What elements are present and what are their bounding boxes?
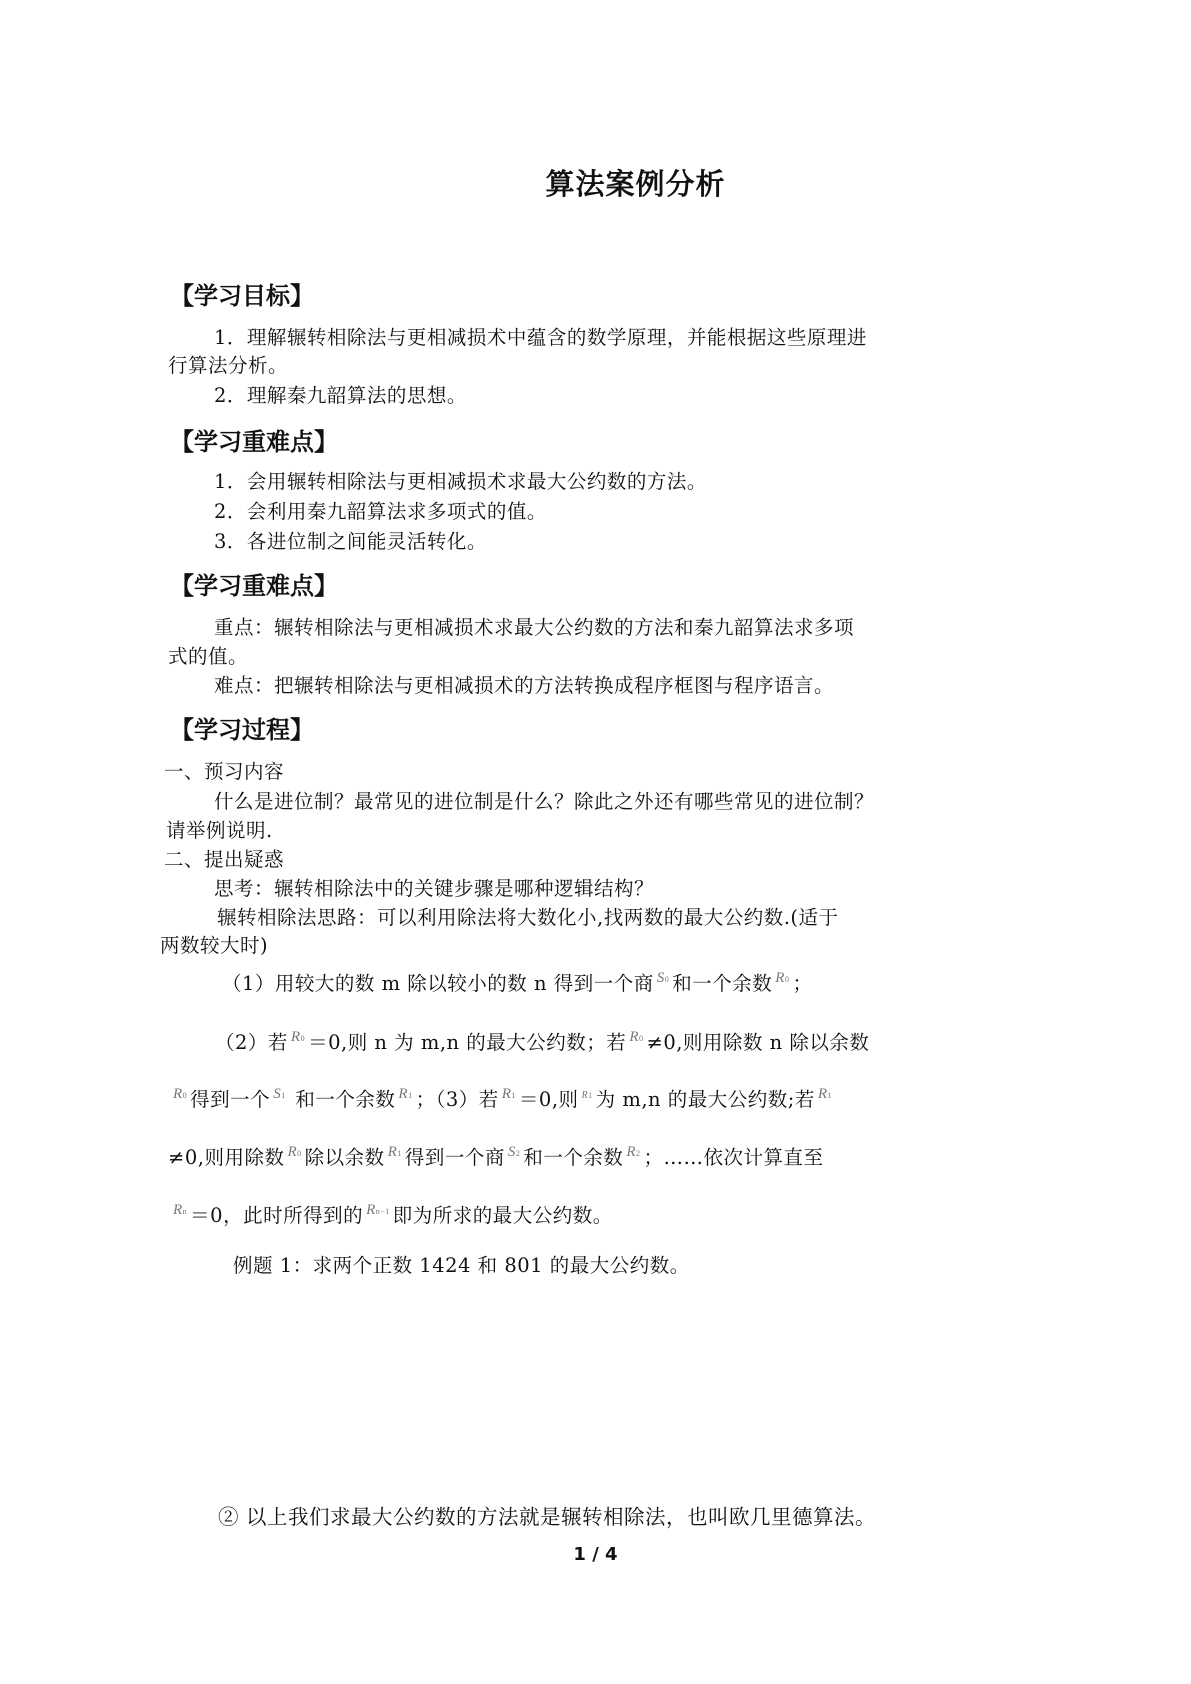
math-R0: R0	[173, 1086, 188, 1102]
key-point: 重点：辗转相除法与更相减损术求最大公约数的方法和秦九韶算法求多项	[214, 616, 855, 639]
math-R1: R1	[817, 1086, 833, 1102]
preview-question: 什么是进位制？最常见的进位制是什么？除此之外还有哪些常见的进位制？	[214, 790, 875, 813]
step-5-line: $^{Rn}$ ＝0，此时所得到的 $^{Rn-1}$ 即为所求的最大公约数。	[173, 1202, 613, 1227]
think-question: 思考：辗转相除法中的关键步骤是哪种逻辑结构？	[214, 877, 655, 900]
preview-question-cont: 请举例说明.	[166, 819, 273, 842]
difficulty-item-3: 3．各进位制之间能灵活转化。	[214, 530, 487, 553]
math-S0: S0	[656, 970, 670, 986]
preview-heading: 一、预习内容	[164, 760, 285, 783]
heading-learning-goals: 【学习目标】	[170, 282, 314, 310]
math-R1: R1	[398, 1086, 413, 1102]
step-1-line: （1）用较大的数 m 除以较小的数 n 得到一个商 $^{S0}$ 和一个余数 $^{R0}$ ；	[222, 970, 813, 995]
math-Rn: Rn	[173, 1202, 188, 1218]
step-2-line: （2）若 $^{R0}$ ＝0,则 n 为 m,n 的最大公约数；若 $^{R0}$ ≠0,则用除数 n 除以余数	[215, 1029, 870, 1054]
step-4-line: ≠0,则用除数 $^{R0}$ 除以余数 $^{R1}$ 得到一个商 $^{S2}$ 和一个余数 $^{R2}$ ；……依次计算直至	[168, 1144, 824, 1169]
heading-key-difficulties-1: 【学习重难点】	[170, 428, 338, 456]
conclusion-text: ② 以上我们求最大公约数的方法就是辗转相除法，也叫欧几里德算法。	[218, 1505, 877, 1529]
math-Rn-1: Rn−1	[366, 1202, 390, 1218]
math-R0: R0	[629, 1029, 644, 1045]
math-R1: R1	[501, 1086, 516, 1102]
goal-item-1: 1．理解辗转相除法与更相减损术中蕴含的数学原理，并能根据这些原理进	[214, 326, 867, 349]
step-3-line: $^{R0}$ 得到一个 $^{S1}$ 和一个余数 $^{R1}$ ；（3）若 $^{R1}$ ＝0,则 $^{R1}$ 为 m,n 的最大公约数;若 $^{R1}$	[173, 1086, 833, 1111]
difficult-point: 难点：把辗转相除法与更相减损术的方法转换成程序框图与程序语言。	[214, 674, 835, 697]
example-1: 例题 1：求两个正数 1424 和 801 的最大公约数。	[233, 1254, 690, 1277]
page-indicator: 1 / 4	[573, 1544, 618, 1565]
heading-learning-process: 【学习过程】	[170, 716, 314, 744]
math-S1: S1	[273, 1086, 286, 1102]
heading-key-difficulties-2: 【学习重难点】	[170, 572, 338, 600]
math-R0: R0	[287, 1144, 302, 1160]
math-R0: R0	[775, 970, 790, 986]
goal-item-1-cont: 行算法分析。	[168, 354, 289, 377]
goal-item-2: 2．理解秦九韶算法的思想。	[214, 384, 467, 407]
math-R1: R1	[581, 1090, 593, 1101]
difficulty-item-2: 2．会利用秦九韶算法求多项式的值。	[214, 500, 547, 523]
math-R2: R2	[626, 1144, 641, 1160]
euclid-idea: 辗转相除法思路：可以利用除法将大数化小,找两数的最大公约数.(适于	[217, 906, 839, 929]
math-R0: R0	[290, 1029, 306, 1045]
doubts-heading: 二、提出疑惑	[164, 848, 285, 871]
math-R1: R1	[387, 1144, 402, 1160]
euclid-idea-cont: 两数较大时)	[160, 934, 269, 957]
difficulty-item-1: 1．会用辗转相除法与更相减损术求最大公约数的方法。	[214, 470, 707, 493]
math-S2: S2	[507, 1144, 521, 1160]
document-title: 算法案例分析	[545, 167, 726, 201]
key-point-cont: 式的值。	[168, 645, 249, 668]
